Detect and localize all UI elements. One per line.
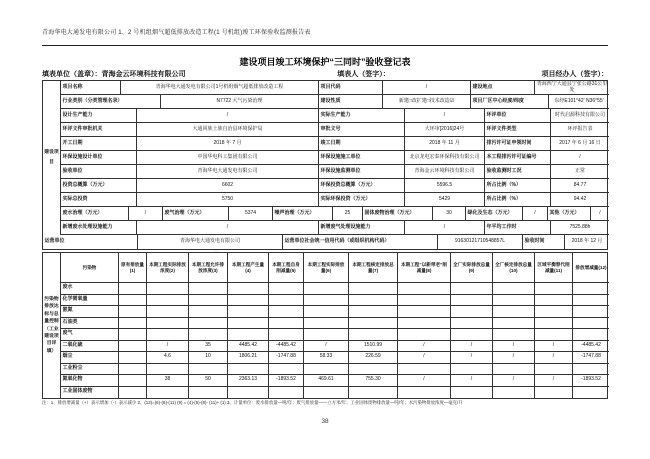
pollutant-value (147, 318, 189, 329)
field-value: 2017 年 6 月 16 日 (559, 139, 601, 146)
field-label: 验收单位 (61, 165, 137, 178)
table-row (61, 95, 609, 109)
table-row (61, 283, 609, 295)
pollutant-value (573, 318, 609, 329)
field-value: 5374 (229, 207, 273, 220)
pollutant-value (451, 329, 493, 340)
pollutant-value (535, 318, 573, 329)
pollutant-value (398, 283, 451, 294)
pollutant-value: 58.33 (304, 352, 349, 363)
table-row (61, 341, 609, 353)
table-row (61, 123, 609, 137)
pollutant-value (304, 318, 349, 329)
section2-vertical-label: 污染物排放达标与总量控制（工业建设项目详填） (43, 253, 61, 398)
field-value: 青海西宁大通县宁张公路31公里处 (536, 81, 608, 93)
field-value: / (137, 109, 319, 122)
field-value: N7722 大气污染治理 (161, 95, 319, 108)
table-row (61, 179, 609, 193)
field-label: 开工日期 (61, 137, 137, 150)
pollutant-value (119, 306, 147, 317)
pollutant-value (398, 387, 451, 399)
field-label: 环保投资总概算（万元） (319, 179, 405, 192)
field-label: 实际总投资 (61, 193, 137, 206)
field-label: 环评文件类型 (485, 123, 551, 136)
pollutant-value (228, 364, 269, 375)
pollutant-name: 废气 (61, 329, 119, 340)
report-header-title: 青海华电大通发电有限公司 1、2 号机组烟气超低排放改造工程(1 号机组)竣工环保验收监测报告表 (42, 30, 311, 36)
field-label: 运营单位社会统一信用代码（或组织机构代码） (283, 235, 438, 249)
pollutant-value: / (493, 375, 535, 386)
pollutant-value (493, 318, 535, 329)
table-row (61, 318, 609, 330)
field-value: 6602 (137, 179, 319, 192)
pollutant-value (398, 306, 451, 317)
pollutant-value (573, 306, 609, 317)
field-value: 5429 (405, 193, 485, 206)
pollutant-value (147, 283, 189, 294)
pollutant-value (304, 295, 349, 306)
table-row (61, 137, 609, 151)
pollutant-value (228, 387, 269, 399)
field-value: 青海华电大通发电有限公司 (137, 165, 319, 178)
pollutant-value (573, 329, 609, 340)
pollutant-value (304, 283, 349, 294)
pollutant-value: 38 (147, 375, 189, 386)
field-value: 91630121710548857L (438, 235, 523, 249)
pollutant-name: 废水 (61, 283, 119, 294)
pollutant-value (147, 306, 189, 317)
fill-person-label: 填表人（签字）： (337, 71, 390, 78)
table-row (61, 352, 609, 364)
pollutant-value (349, 283, 398, 294)
table-row (61, 81, 609, 95)
column-header: 本期工程“以新带老”削减量(8) (398, 253, 451, 282)
column-header: 原有排放量(1) (119, 253, 147, 282)
field-label: 废气治理（万元） (163, 207, 229, 220)
field-label: 项目名称 (61, 81, 121, 94)
column-header: 本期工程实际排放浓度(2) (147, 253, 189, 282)
column-header: 本期工程自身削减量(5) (269, 253, 304, 282)
pollutant-value (535, 329, 573, 340)
field-value: 7525.88h (569, 223, 591, 230)
table-row (61, 295, 609, 307)
pollutant-value (189, 283, 228, 294)
pollutant-name: 化学需氧量 (61, 295, 119, 306)
field-value: 94.42 (573, 195, 587, 202)
pollutant-value (349, 364, 398, 375)
pollutant-value (269, 283, 304, 294)
pollutant-value: -4485.42 (581, 341, 601, 348)
footnote: 注：1、排放增减量（+）表示增加（-）表示减少 2、(12)=(6)-(8)-(11) (9) = (4)-(5)-(8)- (11)+ (1) 3、计量单位：废水排放量—吨/年；废气排放量——立方米/年；工业固体废物排放量—吨/年；水污染物排放浓度—毫克/升 (42, 400, 463, 405)
pollutant-value: -1747.88 (269, 352, 304, 363)
field-value: 时代启源科技有限公司 (554, 111, 605, 118)
pollutant-value (349, 306, 398, 317)
pollutant-value (119, 387, 147, 399)
pollutant-value (189, 364, 228, 375)
pollutant-value (493, 364, 535, 375)
pollutant-value (451, 283, 493, 294)
pollutant-value (349, 329, 398, 340)
field-label: 环保设施施工单位 (319, 151, 405, 164)
field-label: 其他（万元） (548, 207, 591, 220)
field-value: 环评报告表 (567, 125, 593, 132)
column-header: 全厂实际排放总量(9) (451, 253, 493, 282)
field-value: 25 (333, 207, 363, 220)
field-label: 排污许可证申领时间 (485, 137, 551, 150)
field-value: 东经E101°42′ N36°55′ (554, 97, 604, 104)
pollutant-value (269, 295, 304, 306)
field-label: 本工程排污许可证编号 (485, 151, 551, 164)
pollutant-name: 氨氮 (61, 306, 119, 317)
page-number: 38 (321, 418, 329, 425)
field-label: 新增废气处理设施能力 (319, 221, 405, 234)
field-label: 投资总概算（万元） (61, 179, 137, 192)
pollutant-value: -1893.52 (269, 375, 304, 386)
pollutant-value (189, 318, 228, 329)
pollutant-value (304, 306, 349, 317)
field-value: 2018 年 12 月 (571, 238, 603, 245)
field-label: 环保设施设计单位 (61, 151, 137, 164)
pollutant-value (304, 329, 349, 340)
pollutant-value: / (304, 341, 349, 352)
pollutant-value (189, 387, 228, 399)
pollutant-value (269, 306, 304, 317)
form-subtitle-row (42, 69, 608, 79)
field-value: 大通回族土族自治县环境保护局 (137, 123, 319, 136)
table-row (61, 387, 609, 399)
field-value: / (523, 207, 548, 220)
column-header: 污染物 (61, 253, 119, 282)
field-label: 审批文号 (319, 123, 405, 136)
pollutant-value (493, 387, 535, 399)
field-label: 项目厂区中心经度/纬度 (471, 95, 549, 108)
pollutant-value (228, 306, 269, 317)
table-row (61, 221, 609, 235)
pollutant-value (269, 387, 304, 399)
field-label: 验收监测时工况 (485, 165, 551, 178)
pollutant-value (573, 364, 609, 375)
project-info-table (42, 80, 608, 250)
pollutant-value: 1510.99 (349, 341, 398, 352)
pollutant-value (119, 364, 147, 375)
field-value: / (137, 221, 319, 234)
pollutant-value (119, 375, 147, 386)
field-value: 正常 (574, 167, 585, 174)
field-value: / (405, 221, 485, 234)
pollutant-value: / (451, 375, 493, 386)
pollutant-value (535, 364, 573, 375)
field-value: / (599, 209, 601, 216)
header-divider (42, 45, 608, 46)
pollutant-value (119, 352, 147, 363)
pollutant-value: / (398, 341, 451, 352)
pollutant-value (451, 306, 493, 317)
field-label: 环评文件审批机关 (61, 123, 137, 136)
operator-row-container (43, 235, 607, 249)
pollutant-value (147, 295, 189, 306)
pollutant-value (349, 295, 398, 306)
field-label: 运营单位 (43, 235, 138, 249)
field-label: 建设性质 (319, 95, 383, 108)
field-value: 84.77 (573, 181, 587, 188)
field-label: 环保设施监测单位 (319, 165, 405, 178)
pollutant-value: / (451, 352, 493, 363)
pollutant-value: 226.59 (349, 352, 398, 363)
field-label: 新增废水处理设施能力 (61, 221, 137, 234)
pollutant-value (493, 295, 535, 306)
table-row (61, 375, 609, 387)
field-label: 固体废物治理（万元） (363, 207, 433, 220)
pollutant-value (304, 387, 349, 399)
field-label: 环评单位 (485, 109, 551, 122)
field-value: / (129, 207, 163, 220)
pollutant-value (535, 283, 573, 294)
field-label: 验收时间 (523, 235, 565, 249)
field-value: 大环审[2016]24号 (405, 123, 485, 136)
pollutant-name: 工业粉尘 (61, 364, 119, 375)
pollutant-name: 二氧化硫 (61, 341, 119, 352)
column-header: 本期工程实际排放量(6) (304, 253, 349, 282)
column-header: 本期工程允许排放浓度(3) (189, 253, 228, 282)
pollutant-value (451, 295, 493, 306)
field-label: 年平均工作时 (485, 221, 551, 234)
column-header: 区域平衡替代削减量(11) (535, 253, 573, 282)
pollutant-value: 2363.13 (228, 375, 269, 386)
pollutant-value (398, 329, 451, 340)
field-label: 竣工日期 (319, 137, 405, 150)
pollutant-table (42, 252, 608, 399)
pollutant-value: 755.30 (349, 375, 398, 386)
pollutant-value (119, 295, 147, 306)
pollutant-value: -1747.88 (581, 353, 601, 360)
pollutant-value: -1893.52 (581, 376, 601, 383)
field-label: 所占比例（%） (485, 193, 551, 206)
pollutant-value (398, 318, 451, 329)
fill-unit-label: 填表单位（盖章）：青海金云环境科技有限公司 (42, 71, 186, 78)
field-label: 噪声治理（万元） (273, 207, 333, 220)
pollutant-value (119, 318, 147, 329)
pollutant-value (535, 295, 573, 306)
field-value: 青海华电大通发电有限公司1号机组烟气超低排放改造工程 (121, 81, 319, 94)
pollutant-value (228, 295, 269, 306)
pollutant-name: 氮氧化物 (61, 375, 119, 386)
table-row (61, 329, 609, 341)
pollutant-value (451, 364, 493, 375)
field-value: 新建□改扩建□技术改造☑ (383, 95, 471, 108)
pollutant-value (304, 364, 349, 375)
pollutant-value: 1806.21 (228, 352, 269, 363)
table-row (61, 207, 609, 221)
pollutant-value (228, 318, 269, 329)
field-value: 2018 年 7 月 (137, 137, 319, 150)
pollutant-value (189, 329, 228, 340)
pollutant-value: / (493, 341, 535, 352)
pollutant-value (228, 329, 269, 340)
pollutant-value: / (398, 375, 451, 386)
table-row (61, 109, 609, 123)
field-label: 所占比例（%） (485, 179, 551, 192)
column-header: 本期工程核定排放总量(7) (349, 253, 398, 282)
field-label: 废水治理（万元） (61, 207, 129, 220)
field-label: 建设地点 (471, 81, 535, 94)
field-value: 青海金云环境科技有限公司 (405, 165, 485, 178)
pollutant-rows (61, 253, 609, 398)
field-label: 绿化及生态（万元） (466, 207, 523, 220)
column-header: 排放增减量(12) (575, 264, 607, 270)
field-label: 行业类别（分类管理名录） (61, 95, 161, 108)
field-value: 5596.5 (405, 179, 485, 192)
field-value: 30 (433, 207, 466, 220)
project-info-rows (61, 81, 609, 235)
field-value: 青海华电大通发电有限公司 (138, 235, 283, 249)
pollutant-value: / (535, 352, 573, 363)
pollutant-value (147, 387, 189, 399)
table-row (43, 235, 607, 249)
field-value: / (405, 109, 485, 122)
pollutant-value (119, 283, 147, 294)
table-row (61, 253, 609, 283)
field-label: 实际生产能力 (319, 109, 405, 122)
pollutant-value (119, 329, 147, 340)
field-value: 北京龙电宏泰环保科技有限公司 (405, 151, 485, 164)
column-header: 本期工程产生量(4) (228, 253, 269, 282)
field-value: 5750 (137, 193, 319, 206)
pollutant-value (269, 364, 304, 375)
pollutant-value (535, 387, 573, 399)
pollutant-value (189, 306, 228, 317)
pollutant-value: 4.6 (147, 352, 189, 363)
pollutant-value (228, 283, 269, 294)
pollutant-value (189, 295, 228, 306)
pollutant-value (573, 387, 609, 399)
pollutant-value (451, 387, 493, 399)
pollutant-value (269, 318, 304, 329)
field-label: 项目代码 (319, 81, 383, 94)
pollutant-value: 469.61 (304, 375, 349, 386)
field-value: / (579, 153, 581, 160)
pollutant-value (269, 329, 304, 340)
pollutant-value (451, 318, 493, 329)
pollutant-value (573, 283, 609, 294)
table-row (61, 193, 609, 207)
pollutant-value (349, 387, 398, 399)
pollutant-value: 4485.42 (228, 341, 269, 352)
table-row (61, 364, 609, 376)
pollutant-name: 烟尘 (61, 352, 119, 363)
pollutant-name: 石油类 (61, 318, 119, 329)
table-row (61, 165, 609, 179)
pollutant-value (147, 329, 189, 340)
pollutant-value: / (535, 341, 573, 352)
pollutant-value: / (398, 352, 451, 363)
pollutant-value (493, 306, 535, 317)
pollutant-value: -4485.42 (269, 341, 304, 352)
table-row (61, 151, 609, 165)
pollutant-value: / (147, 341, 189, 352)
pollutant-value (119, 341, 147, 352)
column-header: 全厂核定排放总量(10) (493, 253, 535, 282)
pollutant-value (493, 329, 535, 340)
field-value: 中国华电科工集团有限公司 (137, 151, 319, 164)
field-label: 实际环保投资（万元） (319, 193, 405, 206)
pollutant-value: / (535, 375, 573, 386)
table-row (61, 306, 609, 318)
project-agent-label: 项目经办人（签字）： (541, 71, 608, 78)
pollutant-value: 35 (189, 341, 228, 352)
section1-vertical-label: 建设项目 (43, 81, 61, 235)
pollutant-value (535, 306, 573, 317)
field-value: 2018 年 11 月 (405, 137, 485, 150)
pollutant-value (147, 364, 189, 375)
pollutant-value: 50 (189, 375, 228, 386)
pollutant-value (398, 295, 451, 306)
field-label: 设计生产能力 (61, 109, 137, 122)
pollutant-value (349, 318, 398, 329)
field-value: / (383, 81, 471, 94)
pollutant-value: 10 (189, 352, 228, 363)
pollutant-value (573, 295, 609, 306)
pollutant-value: / (493, 352, 535, 363)
pollutant-value (493, 283, 535, 294)
pollutant-value (398, 364, 451, 375)
pollutant-name: 工业固体废物 (61, 387, 119, 399)
form-title: 建设项目竣工环境保护“三同时”验收登记表 (239, 57, 411, 67)
pollutant-value: / (451, 341, 493, 352)
